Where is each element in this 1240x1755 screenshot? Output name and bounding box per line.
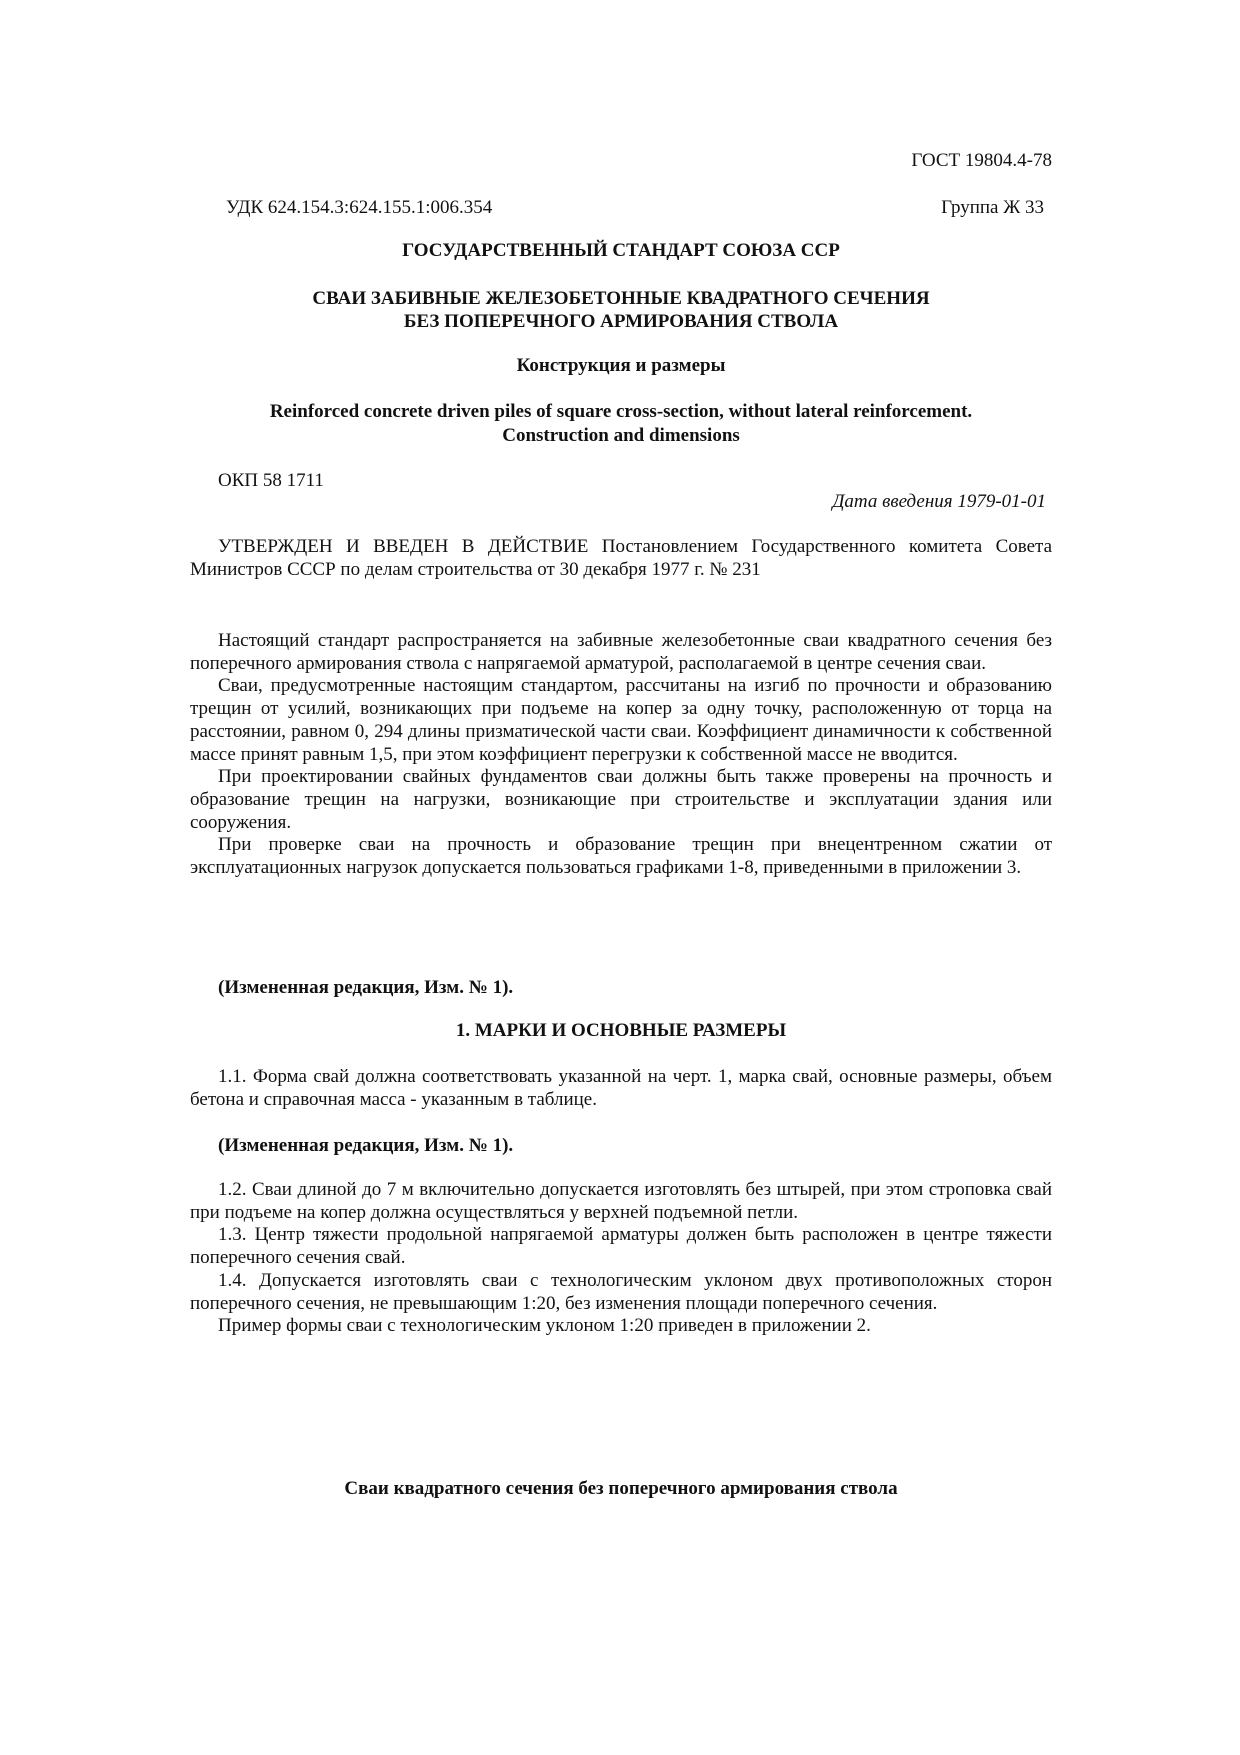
english-title-line-2: Construction and dimensions (502, 425, 740, 446)
edition-note: (Измененная редакция, Изм. № 1). (218, 977, 514, 998)
document-title-line-1: СВАИ ЗАБИВНЫЕ ЖЕЛЕЗОБЕТОННЫЕ КВАДРАТНОГО СЕЧЕНИЯ (312, 288, 930, 309)
clause-1-2: 1.2. Сваи длиной до 7 м включительно допускается изготовлять без штырей, при этом строповка свай при подъеме на копер должна осуществляться у верхней подъемной петли. (190, 1179, 1052, 1223)
clause-1-4: 1.4. Допускается изготовлять сваи с технологическим уклоном двух противоположных сторон поперечного сечения, не превышающим 1:20, без изменения площади поперечного сечения. (190, 1269, 1052, 1314)
section-heading: 1. МАРКИ И ОСНОВНЫЕ РАЗМЕРЫ (455, 1020, 787, 1041)
english-title-line-1: Reinforced concrete driven piles of square cross-section, without lateral reinforcement. (269, 401, 973, 422)
intro-section (190, 630, 1052, 880)
intro-paragraph: При проверке сваи на прочность и образование трещин при внецентренном сжатии от эксплуатационных нагрузок допускается пользоваться графиками 1-8, приведенными в приложении 3. (190, 834, 1052, 879)
document-page (190, 0, 1052, 1755)
document-title (190, 287, 1052, 333)
clauses-block (190, 1179, 1052, 1338)
approval-paragraph: УТВЕРЖДЕН И ВВЕДЕН В ДЕЙСТВИЕ Постановлением Государственного комитета Совета Министров СССР по делам строительства от 30 декабря 1977 г. № 231 (190, 536, 1052, 580)
gost-code: ГОСТ 19804.4-78 (911, 150, 1052, 171)
intro-paragraph: При проектировании свайных фундаментов сваи должны быть также проверены на прочность и образование трещин на нагрузки, возникающие при строительстве и эксплуатации здания или сооружения. (190, 766, 1052, 833)
intro-paragraph: Настоящий стандарт распространяется на забивные железобетонные сваи квадратного сечения без поперечного армирования ствола с напрягаемой арматурой, располагаемой в центре сечения сваи. (190, 630, 1052, 674)
udk-code: УДК 624.154.3:624.155.1:006.354 (226, 197, 493, 218)
document-subtitle: Конструкция и размеры (516, 355, 726, 376)
edition-note: (Измененная редакция, Изм. № 1). (218, 1135, 514, 1156)
clause-1-4-example: Пример формы сваи с технологическим уклоном 1:20 приведен в приложении 2. (218, 1315, 871, 1337)
standard-title: ГОСУДАРСТВЕННЫЙ СТАНДАРТ СОЮЗА ССР (402, 240, 840, 261)
english-title (190, 400, 1052, 448)
clause-1-1: 1.1. Форма свай должна соответствовать указанной на черт. 1, марка свай, основные размеры, объем бетона и справочная масса - указанным в таблице. (190, 1066, 1052, 1110)
okp-code: ОКП 58 1711 (218, 470, 324, 491)
group-code: Группа Ж 33 (941, 197, 1044, 218)
introduction-date: Дата введения 1979-01-01 (832, 491, 1046, 512)
intro-paragraph: Сваи, предусмотренные настоящим стандартом, рассчитаны на изгиб по прочности и образованию трещин от усилий, возникающих при подъеме на копер за одну точку, расположенную от торца на расстоянии, равном 0, 294 длины призматической части сваи. Коэффициент динамичности к собственной массе принят равным 1,5, при этом коэффициент перегрузки к собственной массе не вводится. (190, 675, 1052, 765)
clause-1-3: 1.3. Центр тяжести продольной напрягаемой арматуры должен быть расположен в центре тяжести поперечного сечения свай. (190, 1224, 1052, 1269)
figure-caption: Сваи квадратного сечения без поперечного армирования ствола (344, 1478, 898, 1499)
document-title-line-2: БЕЗ ПОПЕРЕЧНОГО АРМИРОВАНИЯ СТВОЛА (403, 311, 839, 332)
